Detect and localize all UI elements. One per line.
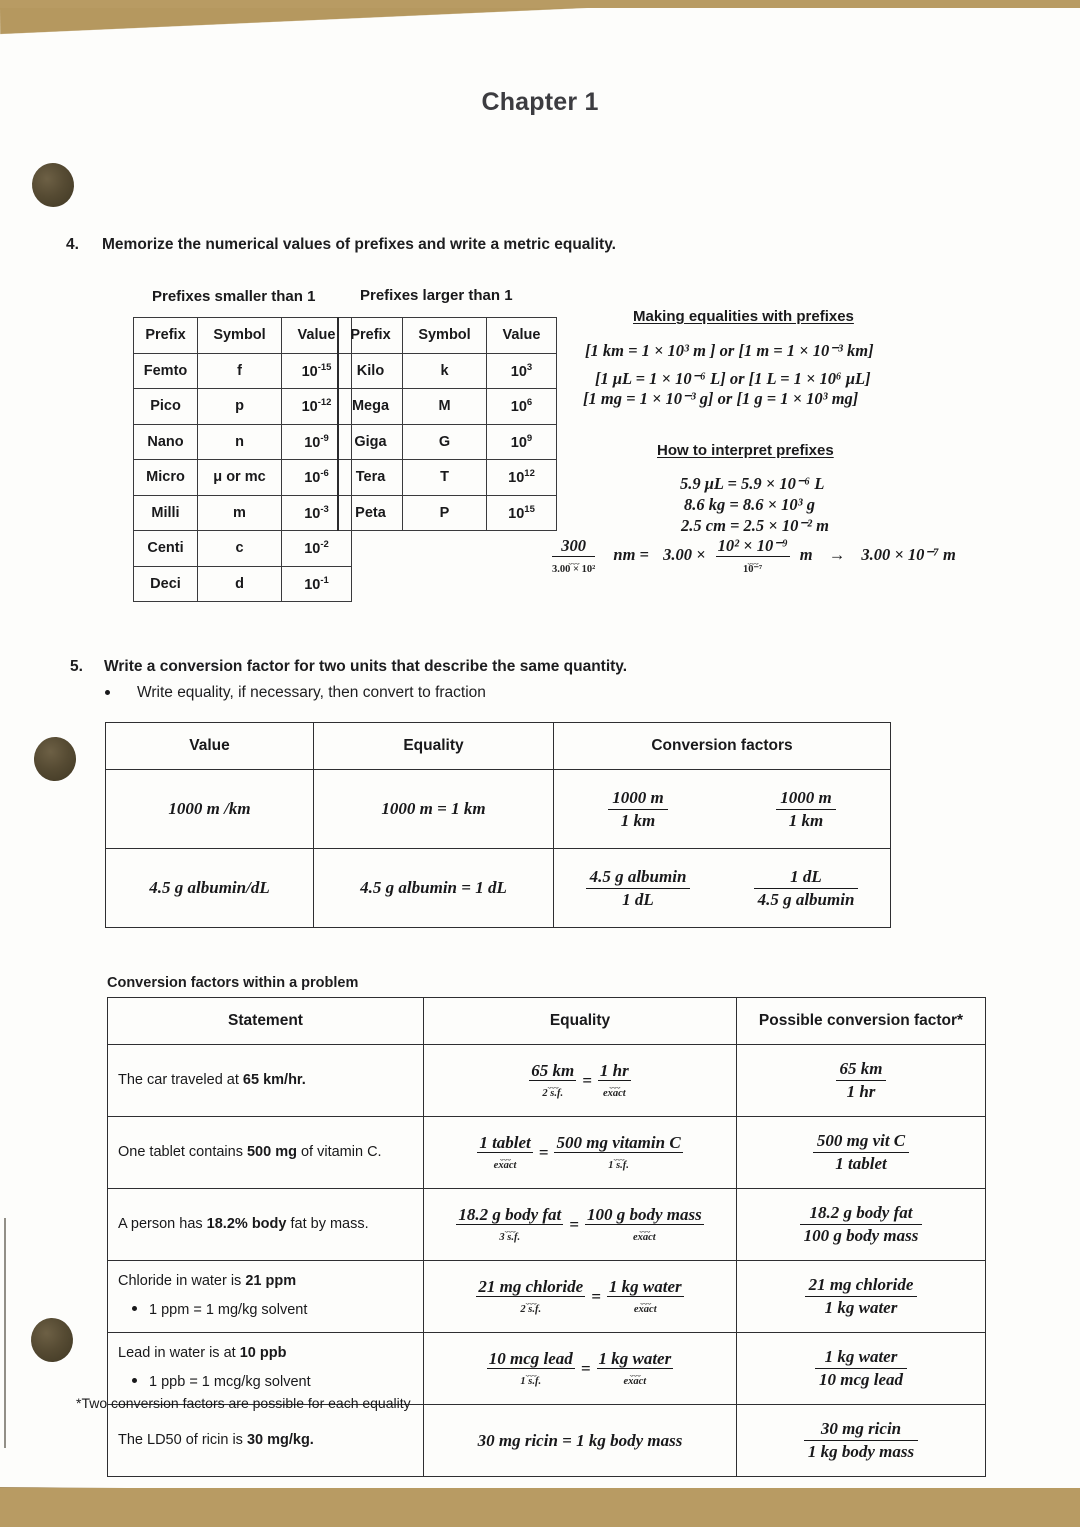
statement-highlight: 18.2% body (206, 1215, 287, 1232)
sig-fig-note: exact (632, 1232, 656, 1244)
braced-term: 100 g body mass (586, 1204, 702, 1224)
braced-term: 21 mg chloride (478, 1276, 584, 1296)
problem-statement (108, 1333, 424, 1405)
question-5-number: 5. (70, 658, 83, 675)
table-row (108, 1117, 986, 1189)
bullet-dot-icon (132, 1378, 137, 1383)
page-title: Chapter 1 (481, 88, 599, 116)
problem-table-caption: Conversion factors within a problem (107, 975, 359, 991)
underbrace-icon: ﹏ (525, 1366, 536, 1379)
prefix-symbol: k (403, 353, 487, 389)
q5-value: 1000 m /km (106, 770, 314, 849)
q5-factor-2 (722, 849, 891, 928)
underbrace-icon: ﹏ (629, 1366, 640, 1379)
equality-expression (456, 1204, 703, 1244)
nm-lead-value: 300 (552, 537, 595, 557)
fraction (836, 1058, 887, 1103)
statement-highlight: 30 mg/kg. (246, 1431, 314, 1448)
fraction-numerator: 30 mg ricin (804, 1418, 918, 1441)
underbrace-icon: ﹏ (547, 1078, 558, 1091)
nm-lead-note: 3.00 × 10² (552, 563, 596, 575)
sig-fig-note: 2 s.f. (520, 1304, 542, 1316)
sig-fig-note: exact (602, 1088, 626, 1100)
nm-grouped-unit: m (799, 545, 813, 565)
q5-value: 4.5 g albumin/dL (106, 849, 314, 928)
prefix-value: $10^{-6}$ (282, 460, 352, 496)
problem-statement (108, 1405, 424, 1477)
equality-right-term (607, 1277, 684, 1317)
braced-term: 18.2 g body fat (458, 1204, 562, 1224)
statement-prefix: One tablet contains (118, 1143, 247, 1160)
problem-statement (108, 1045, 424, 1117)
statement-sub-bullet (118, 1372, 423, 1394)
underbrace-icon: ﹏ (609, 1078, 620, 1091)
q5-header-conversion-factors: Conversion factors (554, 723, 891, 770)
problem-statement (108, 1261, 424, 1333)
table-row (338, 389, 557, 425)
problem-statement (108, 1117, 424, 1189)
prefix-symbol: P (403, 495, 487, 531)
table-row (338, 424, 557, 460)
footnote: *Two conversion factors are possible for each equality (76, 1395, 411, 1411)
prefix-name: Centi (134, 531, 198, 567)
braced-term: 10 mcg lead (488, 1348, 573, 1368)
prefix-name: Peta (338, 495, 403, 531)
fraction (608, 787, 667, 832)
prefix-value: $10^{-1}$ (282, 566, 352, 602)
equality-left-term (456, 1205, 563, 1245)
table-row (134, 566, 352, 602)
fraction-numerator: 4.5 g albumin (586, 866, 691, 889)
q5-factor-1 (554, 849, 723, 928)
scanned-page (0, 8, 1080, 1488)
prefix-symbol: M (403, 389, 487, 425)
braced-term: 500 mg vitamin C (556, 1132, 681, 1152)
statement-sub-bullet-text: 1 ppb = 1 mcg/kg solvent (149, 1374, 311, 1390)
sig-fig-note: 1 s.f. (608, 1160, 629, 1172)
fraction (804, 1418, 918, 1463)
sig-fig-note: 3 s.f. (499, 1232, 521, 1244)
statement-sub-bullet-text: 1 ppm = 1 mg/kg solvent (149, 1302, 308, 1318)
statement-highlight: 10 ppb (239, 1345, 287, 1362)
fraction-numerator: 1 dL (754, 866, 859, 889)
fraction-denominator: 4.5 g albumin (757, 889, 855, 909)
sig-fig-note: exact (493, 1160, 517, 1172)
braced-term: 1 tablet (479, 1132, 531, 1152)
hole-punch-top (29, 160, 77, 209)
equality-left-term (529, 1061, 576, 1101)
prefix-name: Giga (338, 424, 403, 460)
prefix-header-value: Value (282, 318, 352, 354)
statement-highlight: 65 km/hr. (242, 1071, 306, 1088)
fraction-denominator: 1 hr (846, 1082, 876, 1101)
nm-group-note: 10⁻⁷ (743, 563, 763, 575)
fraction (754, 866, 859, 911)
question-4-text: Memorize the numerical values of prefixes and write a metric equality. (102, 236, 616, 253)
table-row (134, 531, 352, 567)
interpret-prefix-line-2: 8.6 kg = 8.6 × 10³ g (684, 495, 816, 514)
prefix-table-small-caption: Prefixes smaller than 1 (152, 288, 316, 305)
fraction-denominator: 1 km (620, 810, 656, 830)
problem-conversion-factor (737, 1189, 986, 1261)
braced-term: 1 hr (599, 1060, 629, 1080)
fraction-numerator: 18.2 g body fat (800, 1202, 923, 1225)
equality-left-term (476, 1277, 585, 1317)
fraction (815, 1346, 907, 1391)
fraction-numerator: 1 kg water (815, 1346, 907, 1369)
conversion-factor-table (105, 722, 891, 928)
desk-surface-top (0, 8, 1080, 38)
hole-punch-bottom (30, 1317, 74, 1363)
braced-term: 1 kg water (608, 1276, 682, 1296)
sig-fig-note: 2 s.f. (542, 1088, 564, 1100)
underbrace-icon: ﹏ (639, 1222, 650, 1235)
statement-prefix: Chloride in water is (118, 1273, 246, 1290)
interpret-prefix-line-3: 2.5 cm = 2.5 × 10⁻² m (681, 516, 829, 535)
prefix-header-prefix: Prefix (338, 318, 403, 354)
prefix-name: Tera (338, 460, 403, 496)
prefix-symbol: G (403, 424, 487, 460)
question-5-bullet-text: Write equality, if necessary, then convert to fraction (137, 684, 486, 701)
q5-factor-2 (722, 770, 891, 849)
statement-prefix: A person has (118, 1215, 207, 1232)
table-row (338, 353, 557, 389)
prefix-name: Deci (134, 566, 198, 602)
prefix-header-symbol: Symbol (403, 318, 487, 354)
question-4-number: 4. (66, 236, 79, 253)
prefix-symbol: f (198, 353, 282, 389)
prefix-value: $10^9$ (487, 424, 557, 460)
problem-header-equality: Equality (424, 998, 737, 1045)
table-row (106, 849, 891, 928)
table-row (134, 495, 352, 531)
prefix-symbol: d (198, 566, 282, 602)
problem-equality (424, 1045, 737, 1117)
underbrace-icon: ﹏ (525, 1294, 536, 1307)
table-row (108, 1333, 986, 1405)
fraction (776, 787, 835, 832)
problem-equality (424, 1117, 737, 1189)
statement-suffix: fat by mass. (286, 1215, 369, 1232)
table-row (134, 353, 352, 389)
table-row (108, 1045, 986, 1117)
fraction-denominator: 1 dL (622, 889, 654, 909)
problem-equality (424, 1405, 737, 1477)
fraction-denominator: 1 kg water (824, 1298, 898, 1317)
prefix-value: $10^{-2}$ (282, 531, 352, 567)
fraction-numerator: 1000 m (776, 787, 835, 810)
fraction-denominator: 1 tablet (835, 1154, 887, 1173)
fraction (800, 1202, 923, 1247)
prefix-value: $10^6$ (487, 389, 557, 425)
problem-equality (424, 1261, 737, 1333)
making-equality-line-2: [1 μL = 1 × 10⁻⁶ L] or [1 L = 1 × 10⁶ μL] (595, 369, 871, 388)
underbrace-icon: ﹏ (500, 1150, 511, 1163)
equals-sign: = (569, 1214, 579, 1234)
fraction-denominator: 100 g body mass (803, 1226, 919, 1245)
making-equality-line-1: [1 km = 1 × 10³ m ] or [1 m = 1 × 10⁻³ km] (585, 341, 874, 360)
equality-right-term (597, 1349, 674, 1389)
equality-right-term (598, 1061, 631, 1101)
equality-left-term (477, 1133, 532, 1173)
fraction-numerator: 65 km (836, 1058, 887, 1081)
equals-sign: = (582, 1070, 592, 1090)
sig-fig-note: exact (623, 1376, 647, 1388)
prefix-name: Femto (134, 353, 198, 389)
prefix-value: $10^{-15}$ (282, 353, 352, 389)
nm-grouped-group (710, 537, 790, 576)
equality-plain: 30 mg ricin = 1 kg body mass (477, 1430, 683, 1450)
equality-expression (476, 1276, 683, 1316)
fraction-denominator: 1 km (788, 810, 824, 830)
fraction-numerator: 21 mg chloride (805, 1274, 918, 1297)
prefix-symbol: p (198, 389, 282, 425)
problem-equality (424, 1189, 737, 1261)
statement-prefix: The LD50 of ricin is (118, 1431, 247, 1448)
fraction-numerator: 500 mg vit C (813, 1130, 909, 1153)
problem-header-factor: Possible conversion factor* (737, 998, 986, 1045)
prefix-name: Nano (134, 424, 198, 460)
prefix-value: $10^{12}$ (487, 460, 557, 496)
problem-conversion-factor (737, 1045, 986, 1117)
equality-expression (529, 1060, 631, 1100)
statement-prefix: The car traveled at (118, 1071, 243, 1088)
q5-equality: 1000 m = 1 km (314, 770, 554, 849)
nm-arrow-icon: → (828, 545, 846, 565)
table-row (106, 770, 891, 849)
q5-factor-1 (554, 770, 723, 849)
interpret-prefixes-heading: How to interpret prefixes (657, 442, 834, 459)
underbrace-icon: ﹏ (504, 1222, 515, 1235)
statement-highlight: 21 ppm (245, 1273, 297, 1290)
problem-header-statement: Statement (108, 998, 424, 1045)
statement-suffix: of vitamin C. (296, 1143, 382, 1160)
prefix-symbol: μ or mc (198, 460, 282, 496)
braced-term: 65 km (531, 1060, 575, 1080)
fraction-denominator: 10 mcg lead (818, 1370, 904, 1389)
nm-grouped-brace: ﹏ (747, 553, 758, 566)
making-equalities-heading: Making equalities with prefixes (633, 308, 854, 325)
prefix-symbol: m (198, 495, 282, 531)
prefix-table-large-caption: Prefixes larger than 1 (360, 287, 513, 304)
sig-fig-note: exact (633, 1304, 657, 1316)
table-row (338, 460, 557, 496)
prefix-symbol: c (198, 531, 282, 567)
prefixes-smaller-than-one-table (133, 317, 352, 602)
statement-highlight: 500 mg (246, 1143, 297, 1160)
table-row (134, 424, 352, 460)
table-row (134, 460, 352, 496)
table-row (134, 389, 352, 425)
equals-sign: = (580, 1358, 591, 1378)
prefix-header-symbol: Symbol (198, 318, 282, 354)
fraction-denominator: 1 kg body mass (807, 1442, 915, 1461)
prefix-name: Pico (134, 389, 198, 425)
sig-fig-note: 1 s.f. (520, 1376, 542, 1388)
fraction-numerator: 1000 m (608, 787, 667, 810)
problem-conversion-factor (737, 1261, 986, 1333)
q5-header-equality: Equality (314, 723, 554, 770)
equality-expression (477, 1132, 682, 1172)
interpret-prefix-line-1: 5.9 μL = 5.9 × 10⁻⁶ L (680, 474, 825, 493)
equality-right-term (585, 1205, 704, 1245)
prefix-header-prefix: Prefix (134, 318, 198, 354)
prefix-value: $10^3$ (487, 353, 557, 389)
problem-equality (424, 1333, 737, 1405)
prefixes-larger-than-one-table (337, 317, 557, 531)
table-row (338, 495, 557, 531)
fraction (586, 866, 691, 911)
equality-right-term (554, 1133, 682, 1173)
nm-lead-brace: ﹏ (568, 553, 579, 566)
equals-sign: = (591, 1286, 601, 1306)
prefix-name: Micro (134, 460, 198, 496)
prefix-value: $10^{-12}$ (282, 389, 352, 425)
equality-left-term (487, 1349, 575, 1389)
problem-conversion-factor (737, 1405, 986, 1477)
prefix-symbol: T (403, 460, 487, 496)
prefix-header-value: Value (487, 318, 557, 354)
nm-lead-value-group (552, 537, 595, 576)
q5-equality: 4.5 g albumin = 1 dL (314, 849, 554, 928)
fraction (805, 1274, 918, 1319)
prefix-value: $10^{15}$ (487, 495, 557, 531)
table-row (108, 1261, 986, 1333)
underbrace-icon: ﹏ (613, 1150, 624, 1163)
question-5-text: Write a conversion factor for two units that describe the same quantity. (104, 658, 628, 675)
table-row (108, 1189, 986, 1261)
nm-result: 3.00 × 10⁻⁷ m (861, 545, 956, 565)
nm-unit: nm = (613, 545, 649, 565)
prefix-value: $10^{-9}$ (282, 424, 352, 460)
braced-term: 1 kg water (598, 1348, 672, 1368)
hole-punch-middle (33, 736, 78, 783)
nm-conversion-line (552, 537, 956, 576)
fraction (813, 1130, 909, 1175)
prefix-symbol: n (198, 424, 282, 460)
statement-prefix: Lead in water is at (118, 1345, 240, 1362)
q5-header-value: Value (106, 723, 314, 770)
question-5-bullet (137, 684, 486, 702)
equals-sign: = (538, 1142, 549, 1162)
underbrace-icon: ﹏ (640, 1294, 651, 1307)
problem-statement (108, 1189, 424, 1261)
prefix-value: $10^{-3}$ (282, 495, 352, 531)
nm-coefficient: 3.00 × (663, 545, 706, 565)
statement-sub-bullet (118, 1300, 423, 1322)
bullet-dot-icon (105, 690, 110, 695)
prefix-name: Milli (134, 495, 198, 531)
equality-expression (487, 1348, 673, 1388)
making-equality-line-3: [1 mg = 1 × 10⁻³ g] or [1 g = 1 × 10³ mg] (583, 389, 859, 408)
problem-conversion-factor (737, 1117, 986, 1189)
bullet-dot-icon (132, 1306, 137, 1311)
nm-grouped: 10² × 10⁻⁹ (717, 536, 788, 555)
table-row (108, 1405, 986, 1477)
prefix-name: Mega (338, 389, 403, 425)
problem-conversion-factor (737, 1333, 986, 1405)
prefix-name: Kilo (338, 353, 403, 389)
